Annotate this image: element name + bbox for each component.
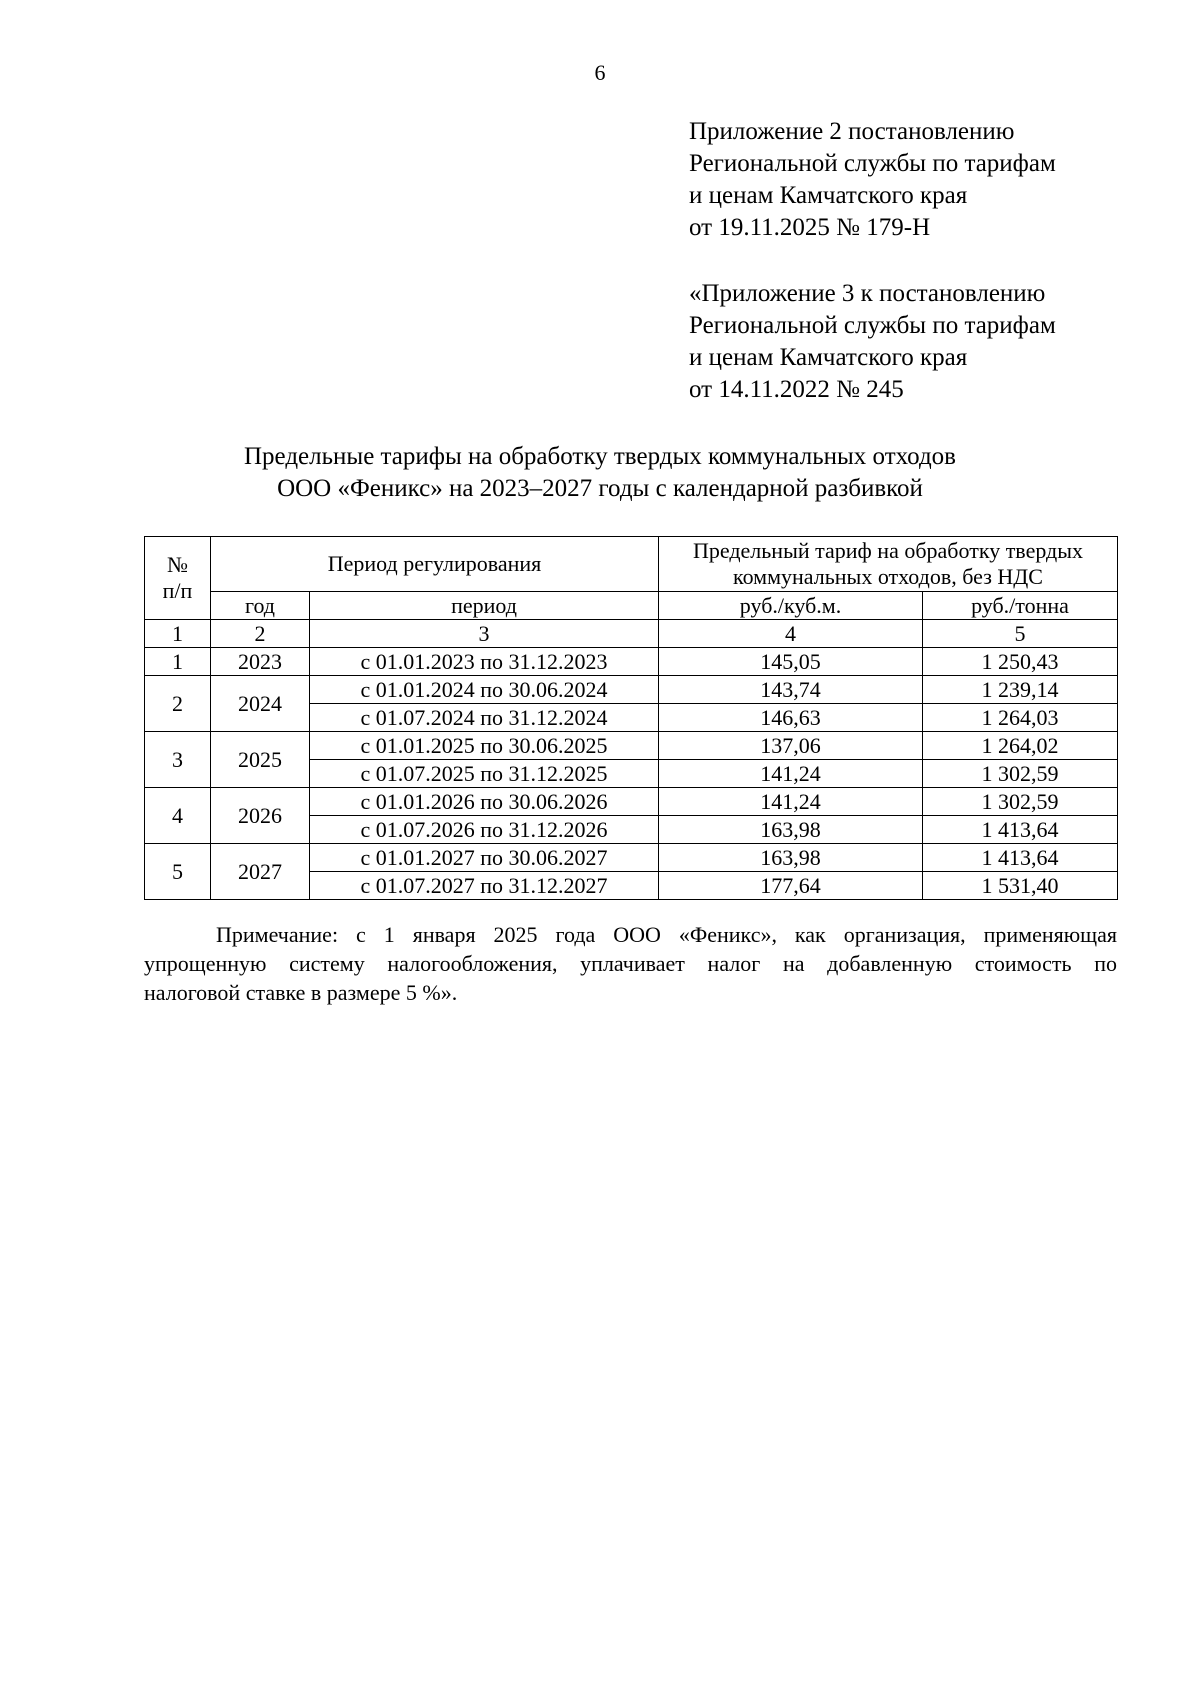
tariff-ton-cell: 1 264,02 <box>923 732 1118 760</box>
header-cell-unit-m3: руб./куб.м. <box>659 592 923 620</box>
page-number: 6 <box>594 60 606 85</box>
note-line: налоговой ставке в размере 5 %». <box>144 980 458 1005</box>
tariff-ton-cell: 1 302,59 <box>923 788 1118 816</box>
header-cell-year: год <box>211 592 310 620</box>
period-cell: с 01.01.2023 по 31.12.2023 <box>310 648 659 676</box>
row-number-cell: 3 <box>145 732 211 788</box>
table-row <box>145 788 1118 816</box>
appendix-line: от 14.11.2022 № 245 <box>689 376 904 403</box>
title-line: Предельные тарифы на обработку твердых коммунальных отходов <box>244 443 956 470</box>
column-number-cell: 3 <box>310 620 659 648</box>
year-cell: 2024 <box>211 676 310 732</box>
header-number-symbol: № <box>167 552 188 577</box>
period-cell: с 01.01.2027 по 30.06.2027 <box>310 844 659 872</box>
tariff-ton-cell: 1 239,14 <box>923 676 1118 704</box>
column-number-cell: 2 <box>211 620 310 648</box>
appendix-line: Региональной службы по тарифам <box>689 312 1056 339</box>
column-number-cell: 1 <box>145 620 211 648</box>
table-subheader-row <box>145 592 1118 620</box>
header-tariff-line: Предельный тариф на обработку твердых <box>692 538 1084 563</box>
table-note <box>144 920 1117 1007</box>
document-title <box>0 441 1200 505</box>
appendix-line: и ценам Камчатского края <box>689 344 968 371</box>
title-line: ООО «Феникс» на 2023–2027 годы с календарной разбивкой <box>277 475 923 502</box>
row-number-cell: 5 <box>145 844 211 900</box>
table-row <box>145 648 1118 676</box>
note-line: Примечание: с 1 января 2025 года ООО «Феникс», как организация, применяющая <box>216 922 1117 947</box>
row-number-cell: 2 <box>145 676 211 732</box>
tariff-m3-cell: 145,05 <box>659 648 923 676</box>
tariff-ton-cell: 1 264,03 <box>923 704 1118 732</box>
header-cell-tariff-group <box>659 537 1118 592</box>
header-number-abbr: п/п <box>162 578 193 603</box>
header-tariff-line: коммунальных отходов, без НДС <box>733 564 1043 589</box>
tariff-ton-cell: 1 413,64 <box>923 844 1118 872</box>
period-cell: с 01.07.2025 по 31.12.2025 <box>310 760 659 788</box>
table-header-row <box>145 537 1118 592</box>
header-cell-number <box>145 537 211 620</box>
column-number-cell: 5 <box>923 620 1118 648</box>
appendix-reference-current <box>689 116 1056 244</box>
header-cell-unit-ton: руб./тонна <box>923 592 1118 620</box>
appendix-line: Региональной службы по тарифам <box>689 150 1056 177</box>
note-line: упрощенную систему налогообложения, уплачивает налог на добавленную стоимость по <box>144 951 1117 976</box>
period-cell: с 01.01.2025 по 30.06.2025 <box>310 732 659 760</box>
header-cell-period-group: Период регулирования <box>211 537 659 592</box>
appendix-reference-original <box>689 278 1056 406</box>
year-cell: 2027 <box>211 844 310 900</box>
period-cell: с 01.07.2026 по 31.12.2026 <box>310 816 659 844</box>
tariff-m3-cell: 163,98 <box>659 844 923 872</box>
tariff-m3-cell: 141,24 <box>659 760 923 788</box>
period-cell: с 01.07.2024 по 31.12.2024 <box>310 704 659 732</box>
header-cell-period: период <box>310 592 659 620</box>
tariff-m3-cell: 177,64 <box>659 872 923 900</box>
table-row <box>145 844 1118 872</box>
tariff-m3-cell: 146,63 <box>659 704 923 732</box>
year-cell: 2023 <box>211 648 310 676</box>
tariff-m3-cell: 163,98 <box>659 816 923 844</box>
year-cell: 2026 <box>211 788 310 844</box>
column-number-row <box>145 620 1118 648</box>
year-cell: 2025 <box>211 732 310 788</box>
tariff-table <box>144 536 1118 900</box>
tariff-ton-cell: 1 302,59 <box>923 760 1118 788</box>
period-cell: с 01.01.2026 по 30.06.2026 <box>310 788 659 816</box>
appendix-line: «Приложение 3 к постановлению <box>689 280 1046 307</box>
table-row <box>145 732 1118 760</box>
appendix-line: и ценам Камчатского края <box>689 182 968 209</box>
tariff-ton-cell: 1 250,43 <box>923 648 1118 676</box>
appendix-line: Приложение 2 постановлению <box>689 118 1015 145</box>
row-number-cell: 4 <box>145 788 211 844</box>
tariff-m3-cell: 143,74 <box>659 676 923 704</box>
tariff-m3-cell: 137,06 <box>659 732 923 760</box>
row-number-cell: 1 <box>145 648 211 676</box>
table-row <box>145 676 1118 704</box>
appendix-line: от 19.11.2025 № 179-Н <box>689 214 931 241</box>
column-number-cell: 4 <box>659 620 923 648</box>
tariff-m3-cell: 141,24 <box>659 788 923 816</box>
period-cell: с 01.07.2027 по 31.12.2027 <box>310 872 659 900</box>
period-cell: с 01.01.2024 по 30.06.2024 <box>310 676 659 704</box>
tariff-ton-cell: 1 531,40 <box>923 872 1118 900</box>
tariff-ton-cell: 1 413,64 <box>923 816 1118 844</box>
